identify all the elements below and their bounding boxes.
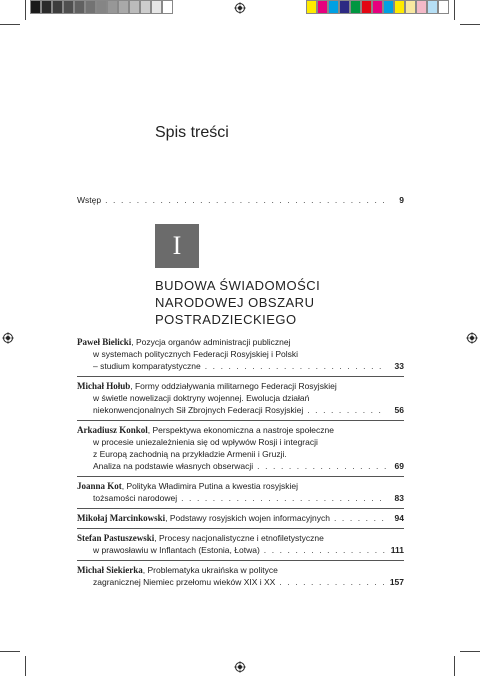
- color-swatch: [427, 0, 438, 14]
- toc-entry-line: [77, 576, 404, 588]
- toc-entry[interactable]: [77, 512, 404, 529]
- entry-title-continued: w prawosławiu w Inflantach (Estonia, Łotwa): [93, 545, 260, 555]
- page-number: 94: [394, 513, 404, 523]
- entry-title-continued: z Europą zachodnią na przykładzie Armenii i Gruzji.: [93, 449, 287, 459]
- crop-mark: [0, 651, 20, 652]
- leader-dots: [105, 195, 386, 205]
- process-color-bar: [306, 0, 449, 14]
- crop-mark: [25, 0, 26, 20]
- part-title-line: NARODOWEJ OBSZARU: [155, 295, 315, 310]
- color-swatch: [383, 0, 394, 14]
- toc-entry-line: [77, 492, 404, 504]
- part-title-line: BUDOWA ŚWIADOMOŚCI: [155, 278, 321, 293]
- registration-mark-icon: [234, 661, 246, 673]
- crop-mark: [454, 656, 455, 676]
- registration-mark-icon: [466, 332, 478, 344]
- part-numeral: I: [172, 231, 182, 260]
- entry-title: , Procesy nacjonalistyczne i etnofiletystyczne: [154, 533, 324, 543]
- author-name: Michał Siekierka: [77, 565, 143, 575]
- page-title: Spis treści: [155, 124, 229, 141]
- color-swatch: [129, 0, 140, 14]
- registration-mark-icon: [2, 332, 14, 344]
- color-swatch: [41, 0, 52, 14]
- color-swatch: [140, 0, 151, 14]
- part-title-line: POSTRADZIECKIEGO: [155, 312, 297, 327]
- color-swatch: [151, 0, 162, 14]
- toc-entry-line: [77, 532, 404, 544]
- toc-entry-line: [77, 336, 404, 348]
- part-number-box: [155, 224, 199, 268]
- toc-entries: [77, 336, 404, 595]
- color-swatch: [85, 0, 96, 14]
- toc-entry-line: [77, 460, 404, 472]
- color-swatch: [306, 0, 317, 14]
- page-number: 157: [389, 577, 404, 587]
- entry-title-continued: Analiza na podstawie własnych obserwacji: [93, 461, 254, 471]
- author-name: Michał Hołub: [77, 381, 131, 391]
- crop-mark: [25, 656, 26, 676]
- toc-entry-line: [77, 404, 404, 416]
- leader-dots: [334, 512, 386, 524]
- entry-title-continued: niekonwencjonalnych Sił Zbrojnych Federacji Rosyjskiej: [93, 405, 304, 415]
- toc-entry-line: [77, 380, 404, 392]
- toc-entry-line: [77, 480, 404, 492]
- color-swatch: [74, 0, 85, 14]
- toc-entry[interactable]: [77, 532, 404, 561]
- crop-mark: [454, 0, 455, 20]
- page-number: 56: [394, 405, 404, 415]
- page-number: 69: [394, 461, 404, 471]
- crop-mark: [460, 651, 480, 652]
- page-number: 111: [390, 545, 404, 555]
- entry-title-continued: w świetle nowelizacji doktryny wojennej. Ewolucja działań: [93, 393, 310, 403]
- page-number: 9: [399, 195, 404, 205]
- toc-entry[interactable]: [77, 564, 404, 592]
- entry-title: , Problematyka ukraińska w polityce: [142, 565, 278, 575]
- color-swatch: [339, 0, 350, 14]
- entry-title-continued: zagranicznej Niemiec przełomu wieków XIX i XX: [93, 577, 276, 587]
- color-swatch: [107, 0, 118, 14]
- color-swatch: [317, 0, 328, 14]
- entry-title: , Perspektywa ekonomiczna a nastroje społeczne: [147, 425, 334, 435]
- toc-entry[interactable]: [77, 380, 404, 421]
- page-number: 33: [394, 361, 404, 371]
- toc-entry-line: [77, 564, 404, 576]
- registration-mark-icon: [234, 2, 246, 14]
- entry-title: , Formy oddziaływania militarnego Federacji Rosyjskiej: [130, 381, 337, 391]
- color-swatch: [361, 0, 372, 14]
- leader-dots: [181, 492, 386, 504]
- color-swatch: [394, 0, 405, 14]
- toc-entry-line: [77, 512, 404, 524]
- author-name: Paweł Bielicki: [77, 337, 132, 347]
- toc-entry-line: [77, 424, 404, 436]
- toc-entry-text: [77, 512, 330, 524]
- toc-entry-label: Wstęp: [77, 195, 102, 205]
- leader-dots: [279, 576, 385, 588]
- crop-mark: [0, 24, 20, 25]
- entry-title-continued: w systemach politycznych Federacji Rosyjskiej i Polski: [93, 349, 299, 359]
- color-swatch: [328, 0, 339, 14]
- page-number: 83: [394, 493, 404, 503]
- entry-title-continued: – studium komparatystyczne: [93, 361, 201, 371]
- toc-entry[interactable]: [77, 424, 404, 477]
- color-swatch: [416, 0, 427, 14]
- toc-entry[interactable]: [77, 480, 404, 509]
- author-name: Stefan Pastuszewski: [77, 533, 155, 543]
- author-name: Joanna Kot: [77, 481, 122, 491]
- author-name: Arkadiusz Konkol: [77, 425, 148, 435]
- leader-dots: [257, 460, 386, 472]
- color-swatch: [118, 0, 129, 14]
- entry-title-continued: tożsamości narodowej: [93, 493, 178, 503]
- entry-title: , Podstawy rosyjskich wojen informacyjnych: [165, 513, 330, 523]
- leader-dots: [307, 404, 386, 416]
- color-swatch: [372, 0, 383, 14]
- color-swatch: [63, 0, 74, 14]
- color-swatch: [96, 0, 107, 14]
- color-swatch: [350, 0, 361, 14]
- greyscale-color-bar: [30, 0, 173, 14]
- part-title: [155, 277, 395, 328]
- entry-title: , Polityka Władimira Putina a kwestia rosyjskiej: [121, 481, 298, 491]
- entry-title-continued: w procesie uniezależnienia się od wpływów Rosji i integracji: [93, 437, 318, 447]
- color-swatch: [162, 0, 173, 14]
- toc-entry-line: [77, 360, 404, 372]
- toc-entry-intro[interactable]: [77, 195, 404, 205]
- crop-mark: [460, 24, 480, 25]
- toc-entry-line: [77, 544, 404, 556]
- entry-title: , Pozycja organów administracji publicznej: [131, 337, 291, 347]
- author-name: Mikołaj Marcinkowski: [77, 513, 166, 523]
- color-swatch: [30, 0, 41, 14]
- toc-entry[interactable]: [77, 336, 404, 377]
- color-swatch: [405, 0, 416, 14]
- color-swatch: [438, 0, 449, 14]
- color-swatch: [52, 0, 63, 14]
- leader-dots: [264, 544, 386, 556]
- leader-dots: [205, 360, 386, 372]
